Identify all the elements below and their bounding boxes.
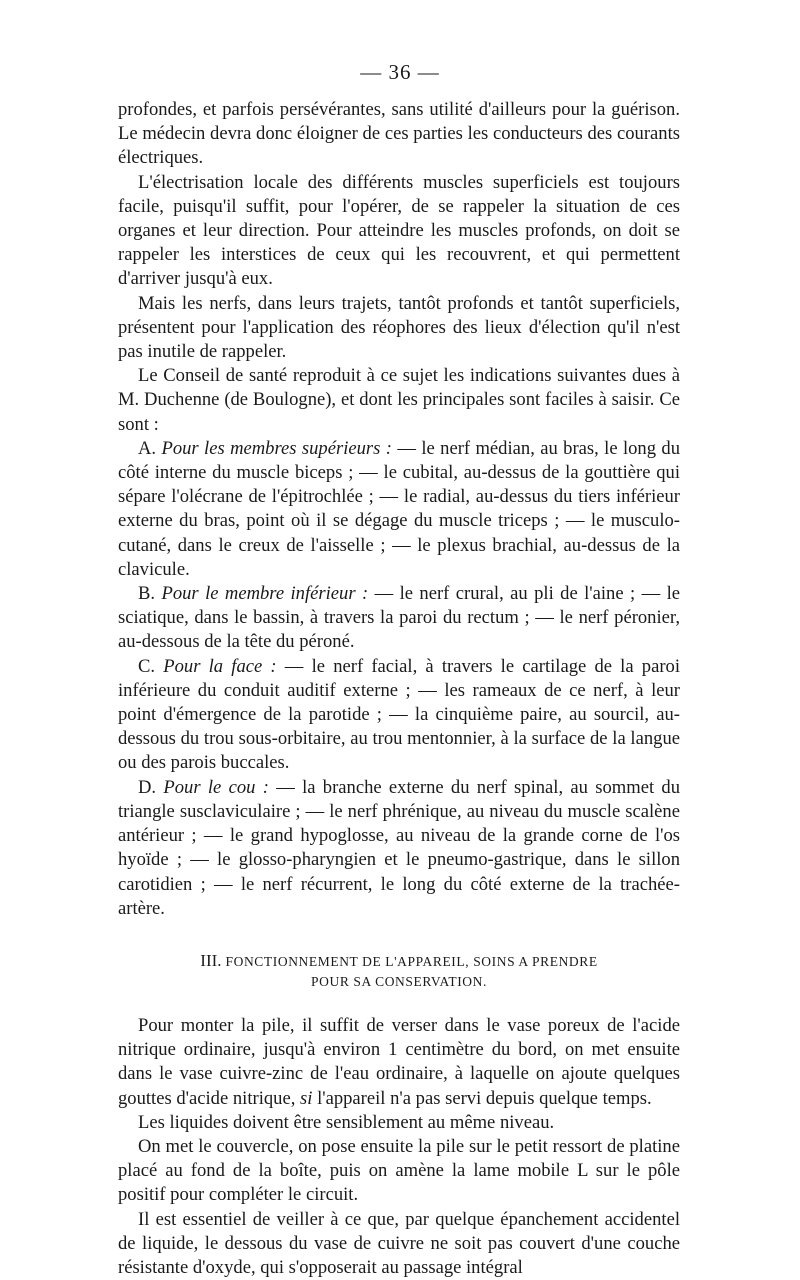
paragraph: profondes, et parfois persévérantes, sans utilité d'ailleurs pour la guérison. Le médecin devra donc éloigner de ces parties les conducteurs des courants électriques. [118,99,680,169]
list-item-b [118,582,680,655]
item-letter: A. [138,437,162,459]
section-number: III. [200,950,222,970]
paragraph [118,1014,680,1111]
list-item-c [118,655,680,776]
paragraph: L'électrisation locale des différents muscles superficiels est toujours facile, puisqu'il suffit, pour l'opérer, de se rappeler la situation de ces organes et leur direction. Pour atteindre les muscles profonds, on doit se rappeler les interstices de ceux qui les recouvrent, et qui permettent d'arriver jusqu'à eux. [118,171,680,290]
item-letter: D. [138,776,164,798]
section-title-line1: FONCTIONNEMENT DE L'APPAREIL, SOINS A PRENDRE [225,953,598,969]
item-title: Pour le cou : [163,776,269,798]
section-heading [118,951,680,992]
paragraph: Le Conseil de santé reproduit à ce sujet les indications suivantes dues à M. Duchenne (de Boulogne), et dont les principales sont faciles à saisir. Ce sont : [118,365,680,435]
paragraph: Mais les nerfs, dans leurs trajets, tantôt profonds et tantôt superficiels, présentent pour l'application des réophores des lieux d'élection qu'il n'est pas inutile de rappeler. [118,292,680,363]
item-title: Pour les membres supérieurs : [161,437,392,459]
section-title-line2: POUR SA CONSERVATION. [311,973,487,989]
paragraph: Les liquides doivent être sensiblement au même niveau. [138,1111,555,1133]
page-body [118,98,680,1280]
item-title: Pour le membre inférieur : [161,583,369,605]
item-text: — la branche externe du nerf spinal, au sommet du triangle susclaviculaire ; — le nerf phrénique, au niveau du muscle scalène antérieur ; — le grand hypoglosse, au niveau de la grande corne de l'os hyoïde ; — le glosso-pharyngien et le pneumo-gastrique, dans le sillon carotidien ; — le nerf récurrent, le long du côté externe de la trachée-artère. [118,776,680,919]
list-item-d [118,776,680,921]
paragraph-text: Pour monter la pile, il suffit de verser dans le vase poreux de l'acide nitrique ordinaire, jusqu'à environ 1 centimètre du bord, on met ensuite dans le vase cuivre-zinc de l'eau ordinaire, à laquelle on ajoute quelques gouttes d'acide nitrique, [118,1014,680,1109]
item-text: — le nerf médian, au bras, le long du côté interne du muscle biceps ; — le cubital, au-dessus de la gouttière qui sépare l'olécrane de l'épitrochlée ; — le radial, au-dessus du tiers inférieur externe du bras, point où il se dégage du muscle triceps ; — le musculo-cutané, dans le creux de l'aisselle ; — le plexus brachial, au-dessus de la clavicule. [118,437,680,580]
page-number: — 36 — [360,60,440,84]
paragraph-italic: si [300,1087,313,1109]
item-letter: B. [138,583,162,605]
list-item-a [118,437,680,582]
paragraph: Il est essentiel de veiller à ce que, par quelque épanchement accidentel de liquide, le dessous du vase de cuivre ne soit pas couvert d'une couche résistante d'oxyde, qui s'opposerait au passage intégral [118,1208,680,1278]
item-text: — le nerf facial, à travers le cartilage de la paroi inférieure du conduit auditif externe ; — les rameaux de ce nerf, à leur point d'émergence de la parotide ; — la cinquième paire, au sourcil, au-dessous du trou sous-orbitaire, au trou mentonnier, à la surface de la langue ou des parois buccales. [118,655,680,774]
paragraph: On met le couvercle, on pose ensuite la pile sur le petit ressort de platine placé au fond de la boîte, puis on amène la lame mobile L sur le pôle positif pour compléter le circuit. [118,1135,680,1206]
item-text: — le nerf crural, au pli de l'aine ; — le sciatique, dans le bassin, à travers la paroi du rectum ; — le nerf péronier, au-dessous de la tête du péroné. [118,583,680,653]
item-title: Pour la face : [163,655,277,677]
item-letter: C. [138,655,164,677]
paragraph-text: l'appareil n'a pas servi depuis quelque temps. [312,1087,652,1109]
